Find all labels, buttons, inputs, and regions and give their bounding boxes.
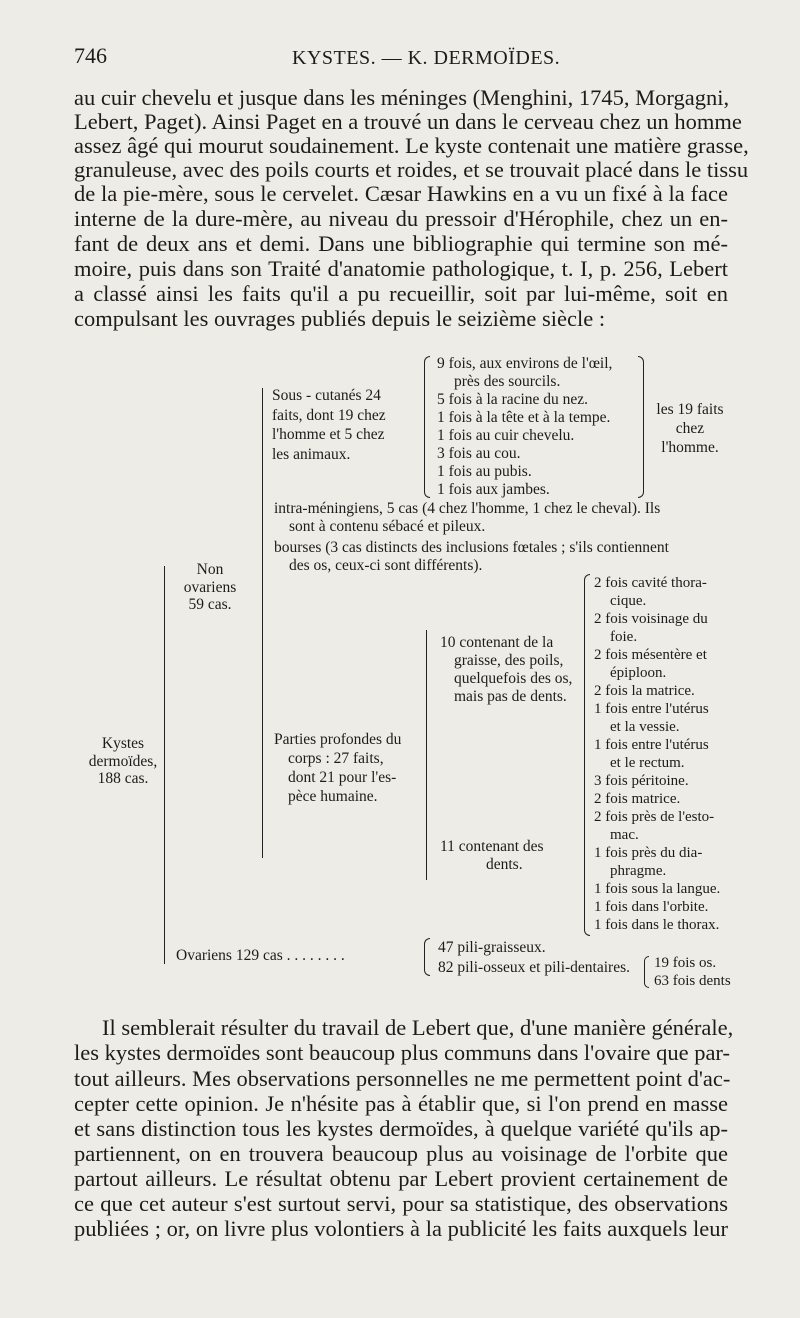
ovariens-types: 47 pili-graisseux. 82 pili-osseux et pili-dentaires. xyxy=(438,939,630,976)
contenant-graisse: 10 contenant de la graisse, des poils, quelquefois des os, mais pas de dents. xyxy=(440,634,573,705)
conclusion-line: partout ailleurs. Le résultat obtenu par Lebert provient certainement de xyxy=(74,1166,728,1191)
conclusion-line: et sans distinction tous les kystes dermoïdes, à quelque variété qu'ils ap- xyxy=(74,1116,728,1141)
ovariens-sub: 19 fois os. 63 fois dents xyxy=(654,955,731,989)
sous-cutanes-brace xyxy=(424,356,430,498)
running-title: KYSTES. — K. DERMOÏDES. xyxy=(292,47,561,69)
conclusion-line: Il semblerait résulter du travail de Lebert que, d'une manière générale, xyxy=(102,1015,734,1040)
profonds-sites-brace xyxy=(584,574,590,936)
intro-line: au cuir chevelu et jusque dans les méninges (Menghini, 1745, Morgagni, xyxy=(74,85,730,110)
non-ovariens-label: Non ovariens 59 cas. xyxy=(183,561,237,613)
parties-profondes-brace xyxy=(426,630,427,880)
profonds-sites: 2 fois cavité thora- cique. 2 fois voisinage du foie. 2 fois mésentère et épiploon. 2 fois la matrice. 1 fois entre l'utérus et la vessie. 1 fois entre l'utérus et le rectum. 3 fois péritoine. 2 fois matrice. 2 fois près de l'esto- mac. 1 fois près du dia- phragme. 1 fois sous la langue. 1 fois dans l'orbite. 1 fois dans le thorax. xyxy=(594,575,721,933)
non-ovariens-brace xyxy=(262,388,263,858)
root-brace xyxy=(164,566,165,964)
parties-profondes-label: Parties profondes du corps : 27 faits, dont 21 pour l'es- pèce humaine. xyxy=(274,731,402,805)
conclusion-line: tout ailleurs. Mes observations personnelles ne me permettent point d'ac- xyxy=(74,1066,731,1091)
sous-cutanes-sites: 9 fois, aux environs de l'œil, près des sourcils. 5 fois à la racine du nez. 1 fois à la tête et à la tempe. 1 fois au cuir chevelu. 3 fois au cou. 1 fois au pubis. 1 fois aux jambes. xyxy=(437,355,613,498)
conclusion-line: publiées ; or, on livre plus volontiers à la publicité les faits auxquels leur xyxy=(74,1216,728,1241)
conclusion-line: les kystes dermoïdes sont beaucoup plus communs dans l'ovaire que par- xyxy=(74,1040,730,1065)
intro-line: granuleuse, avec des poils courts et roides, et se trouvait placé dans le tissu xyxy=(74,157,749,182)
ovariens-brace xyxy=(424,938,430,976)
intro-line: a classé ainsi les faits qu'il a pu recueillir, soit par lui-même, soit en xyxy=(74,281,728,306)
intro-line: compulsant les ouvrages publiés depuis le seizième siècle : xyxy=(74,306,606,331)
contenant-dents: 11 contenant des dents. xyxy=(440,838,544,873)
intro-line: interne de la dure-mère, au niveau du pressoir d'Hérophile, chez un en- xyxy=(74,206,728,231)
intro-line: assez âgé qui mourut soudainement. Le kyste contenait une matière grasse, xyxy=(74,133,749,158)
ovariens-sub-brace xyxy=(644,956,649,988)
bourses-entry: bourses (3 cas distincts des inclusions fœtales ; s'ils contiennent des os, ceux-ci sont différents). xyxy=(274,539,669,574)
sous-cutanes-note-brace xyxy=(638,356,644,498)
conclusion-line: partiennent, on en trouvera beaucoup plus au voisinage de l'orbite que xyxy=(74,1141,728,1166)
intra-meningiens-entry: intra-méningiens, 5 cas (4 chez l'homme, 1 chez le cheval). Ils sont à contenu sébacé et pileux. xyxy=(274,500,661,535)
ovariens-label: Ovariens 129 cas . . . . . . . . xyxy=(176,947,345,964)
intro-line: fant de deux ans et demi. Dans une bibliographie qui termine son mé- xyxy=(74,231,728,256)
intro-line: Lebert, Paget). Ainsi Paget en a trouvé un dans le cerveau chez un homme xyxy=(74,109,742,134)
intro-line: moire, puis dans son Traité d'anatomie pathologique, t. I, p. 256, Lebert xyxy=(74,256,728,281)
intro-line: de la pie-mère, sous le cervelet. Cæsar Hawkins en a vu un fixé à la face xyxy=(74,181,728,206)
page-number: 746 xyxy=(74,43,107,68)
root-label: Kystes dermoïdes, 188 cas. xyxy=(88,735,158,787)
sous-cutanes-label: Sous - cutanés 24 faits, dont 19 chez l'homme et 5 chez les animaux. xyxy=(272,387,386,463)
conclusion-line: ce que cet auteur s'est surtout servi, pour sa statistique, des observations xyxy=(74,1191,728,1216)
sous-cutanes-note: les 19 faits chez l'homme. xyxy=(656,401,724,456)
conclusion-line: cepter cette opinion. Je n'hésite pas à établir que, si l'on prend en masse xyxy=(74,1091,728,1116)
